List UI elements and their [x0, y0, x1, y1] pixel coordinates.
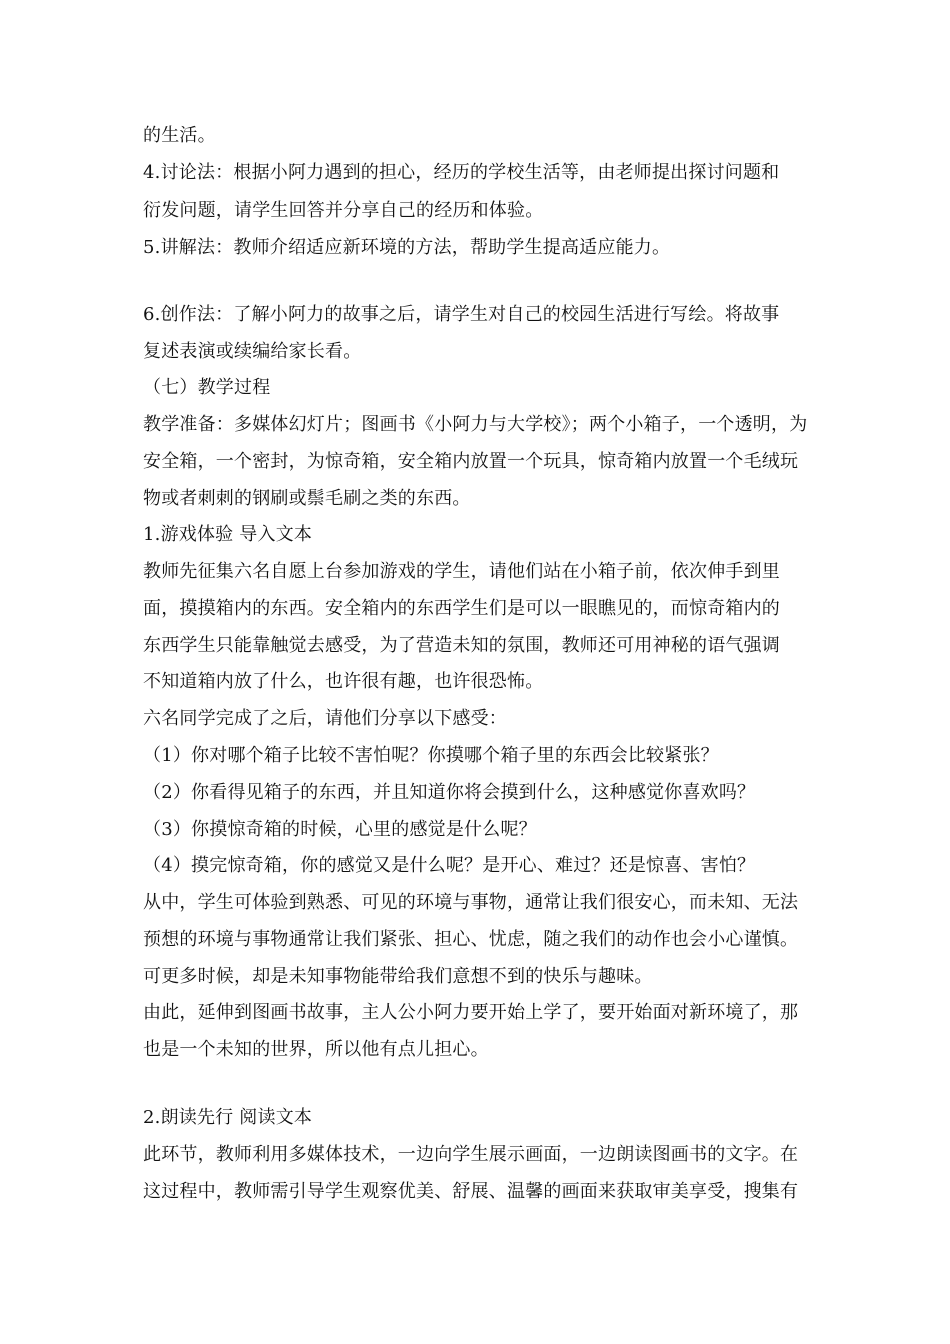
text-line: 复述表演或续编给家长看。 [143, 341, 362, 362]
text-line: 5.讲解法：教师介绍适应新环境的方法，帮助学生提高适应能力。 [143, 237, 671, 258]
question-item: （4）摸完惊奇箱，你的感觉又是什么呢？是开心、难过？还是惊喜、害怕？ [143, 855, 756, 876]
text-line: 物或者刺刺的钢刷或鬃毛刷之类的东西。 [143, 488, 471, 509]
subsection-heading: 1.游戏体验 导入文本 [143, 524, 313, 545]
text-line: 教学准备：多媒体幻灯片；图画书《小阿力与大学校》；两个小箱子，一个透明，为 [143, 414, 808, 435]
text-line: 4.讨论法：根据小阿力遇到的担心，经历的学校生活等，由老师提出探讨问题和 [143, 162, 780, 183]
text-line: 不知道箱内放了什么，也许很有趣，也许很恐怖。 [143, 671, 544, 692]
text-line: 六名同学完成了之后，请他们分享以下感受： [143, 708, 507, 729]
text-line: 此环节，教师利用多媒体技术，一边向学生展示画面，一边朗读图画书的文字。在 [143, 1144, 799, 1165]
text-line: 这过程中，教师需引导学生观察优美、舒展、温馨的画面来获取审美享受，搜集有 [143, 1181, 799, 1202]
text-line: 面，摸摸箱内的东西。安全箱内的东西学生们是可以一眼瞧见的，而惊奇箱内的 [143, 598, 780, 619]
text-line: 安全箱，一个密封，为惊奇箱，安全箱内放置一个玩具，惊奇箱内放置一个毛绒玩 [143, 451, 799, 472]
question-item: （2）你看得见箱子的东西，并且知道你将会摸到什么，这种感觉你喜欢吗？ [143, 782, 756, 803]
text-line: 从中，学生可体验到熟悉、可见的环境与事物，通常让我们很安心，而未知、无法 [143, 892, 799, 913]
text-line: 也是一个未知的世界，所以他有点儿担心。 [143, 1039, 489, 1060]
text-line: 6.创作法：了解小阿力的故事之后，请学生对自己的校园生活进行写绘。将故事 [143, 304, 780, 325]
text-line: 由此，延伸到图画书故事，主人公小阿力要开始上学了，要开始面对新环境了，那 [143, 1002, 799, 1023]
text-line: 预想的环境与事物通常让我们紧张、担心、忧虑，随之我们的动作也会小心谨慎。 [143, 929, 799, 950]
text-line: 衍发问题，请学生回答并分享自己的经历和体验。 [143, 200, 544, 221]
text-line: 教师先征集六名自愿上台参加游戏的学生，请他们站在小箱子前，依次伸手到里 [143, 561, 780, 582]
question-item: （1）你对哪个箱子比较不害怕呢？你摸哪个箱子里的东西会比较紧张？ [143, 745, 719, 766]
section-heading: （七）教学过程 [143, 377, 271, 398]
subsection-heading: 2.朗读先行 阅读文本 [143, 1107, 313, 1128]
question-item: （3）你摸惊奇箱的时候，心里的感觉是什么呢？ [143, 819, 537, 840]
text-line: 可更多时候，却是未知事物能带给我们意想不到的快乐与趣味。 [143, 966, 653, 987]
text-line: 东西学生只能靠触觉去感受，为了营造未知的氛围，教师还可用神秘的语气强调 [143, 635, 780, 656]
text-line: 的生活。 [143, 125, 216, 146]
